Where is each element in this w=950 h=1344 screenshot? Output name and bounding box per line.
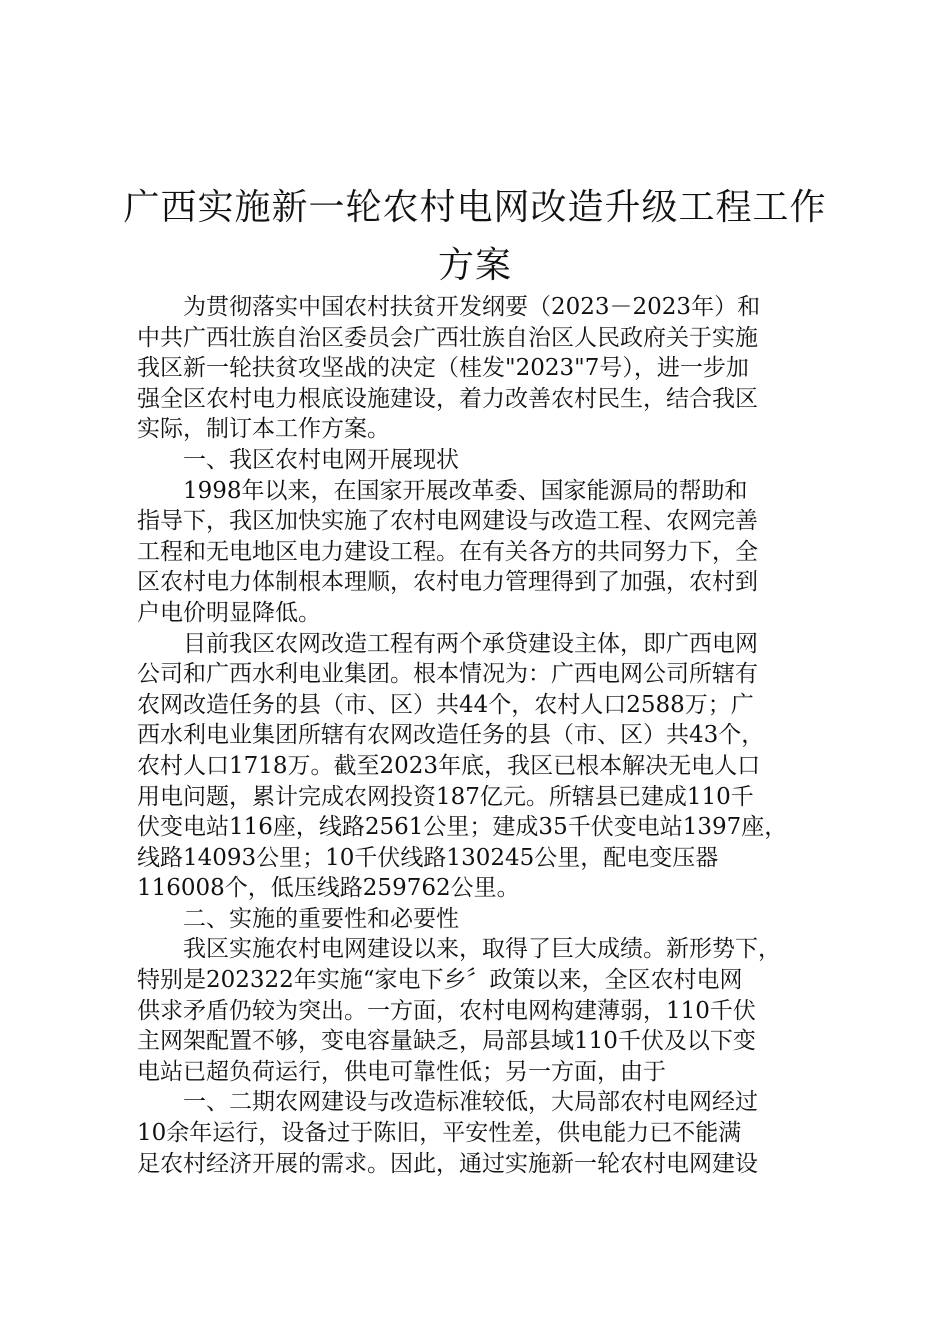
document-text-line: 供求矛盾仍较为突出。一方面，农村电网构建薄弱，110千伏 [137, 997, 756, 1024]
document-text-line: 西水利电业集团所辖有农网改造任务的县（市、区）共43个， [137, 722, 765, 749]
document-text-line: 伏变电站116座，线路2561公里；建成35千伏变电站1397座， [137, 814, 788, 841]
document-title-line-2: 方案 [437, 245, 512, 286]
document-text-line: 我区实施农村电网建设以来，取得了巨大成绩。新形势下， [183, 936, 781, 963]
document-title-line-1: 广西实施新一轮农村电网改造升级工程工作 [123, 187, 827, 228]
document-text-line: 目前我区农网改造工程有两个承贷建设主体，即广西电网 [183, 630, 758, 657]
document-text-line: 农村人口1718万。截至2023年底，我区已根本解决无电人口 [137, 752, 761, 779]
document-text-line: 农网改造任务的县（市、区）共44个，农村人口2588万；广 [137, 691, 754, 718]
document-text-line: 二、实施的重要性和必要性 [183, 905, 459, 932]
document-text-line: 用电问题，累计完成农网投资187亿元。所辖县已建成110千 [137, 783, 754, 810]
document-text-line: 工程和无电地区电力建设工程。在有关各方的共同努力下，全 [137, 538, 758, 565]
document-body [137, 292, 827, 1179]
document-text-line: 1998年以来，在国家开展改革委、国家能源局的帮助和 [183, 477, 748, 504]
document-text-line: 10余年运行，设备过于陈旧，平安性差，供电能力已不能满 [137, 1120, 742, 1147]
document-text-line: 强全区农村电力根底设施建设，着力改善农村民生，结合我区 [137, 385, 758, 412]
document-text-line: 公司和广西水利电业集团。根本情况为：广西电网公司所辖有 [137, 661, 758, 688]
document-text-line: 电站已超负荷运行，供电可靠性低；另一方面，由于 [137, 1058, 666, 1085]
document-text-line: 特别是202322年实施“家电下乡〞政策以来，全区农村电网 [137, 967, 743, 994]
document-text-line: 116008个，低压线路259762公里。 [137, 875, 520, 902]
document-text-line: 主网架配置不够，变电容量缺乏，局部县域110千伏及以下变 [137, 1028, 756, 1055]
document-text-line: 中共广西壮族自治区委员会广西壮族自治区人民政府关于实施 [137, 324, 758, 351]
document-text-line: 一、我区农村电网开展现状 [183, 446, 459, 473]
document-text-line: 线路14093公里；10千伏线路130245公里，配电变压器 [137, 844, 719, 871]
document-text-line: 区农村电力体制根本理顺，农村电力管理得到了加强，农村到 [137, 569, 758, 596]
document-text-line: 一、二期农网建设与改造标准较低，大局部农村电网经过 [183, 1089, 758, 1116]
document-text-line: 实际，制订本工作方案。 [137, 416, 390, 443]
document-text-line: 足农村经济开展的需求。因此，通过实施新一轮农村电网建设 [137, 1150, 758, 1177]
document-text-line: 户电价明显降低。 [137, 599, 321, 626]
document-text-line: 为贯彻落实中国农村扶贫开发纲要（2023－2023年）和 [183, 294, 761, 320]
document-text-line: 我区新一轮扶贫攻坚战的决定（桂发"2023"7号），进一步加 [137, 355, 749, 382]
document-text-line: 指导下，我区加快实施了农村电网建设与改造工程、农网完善 [137, 508, 758, 535]
